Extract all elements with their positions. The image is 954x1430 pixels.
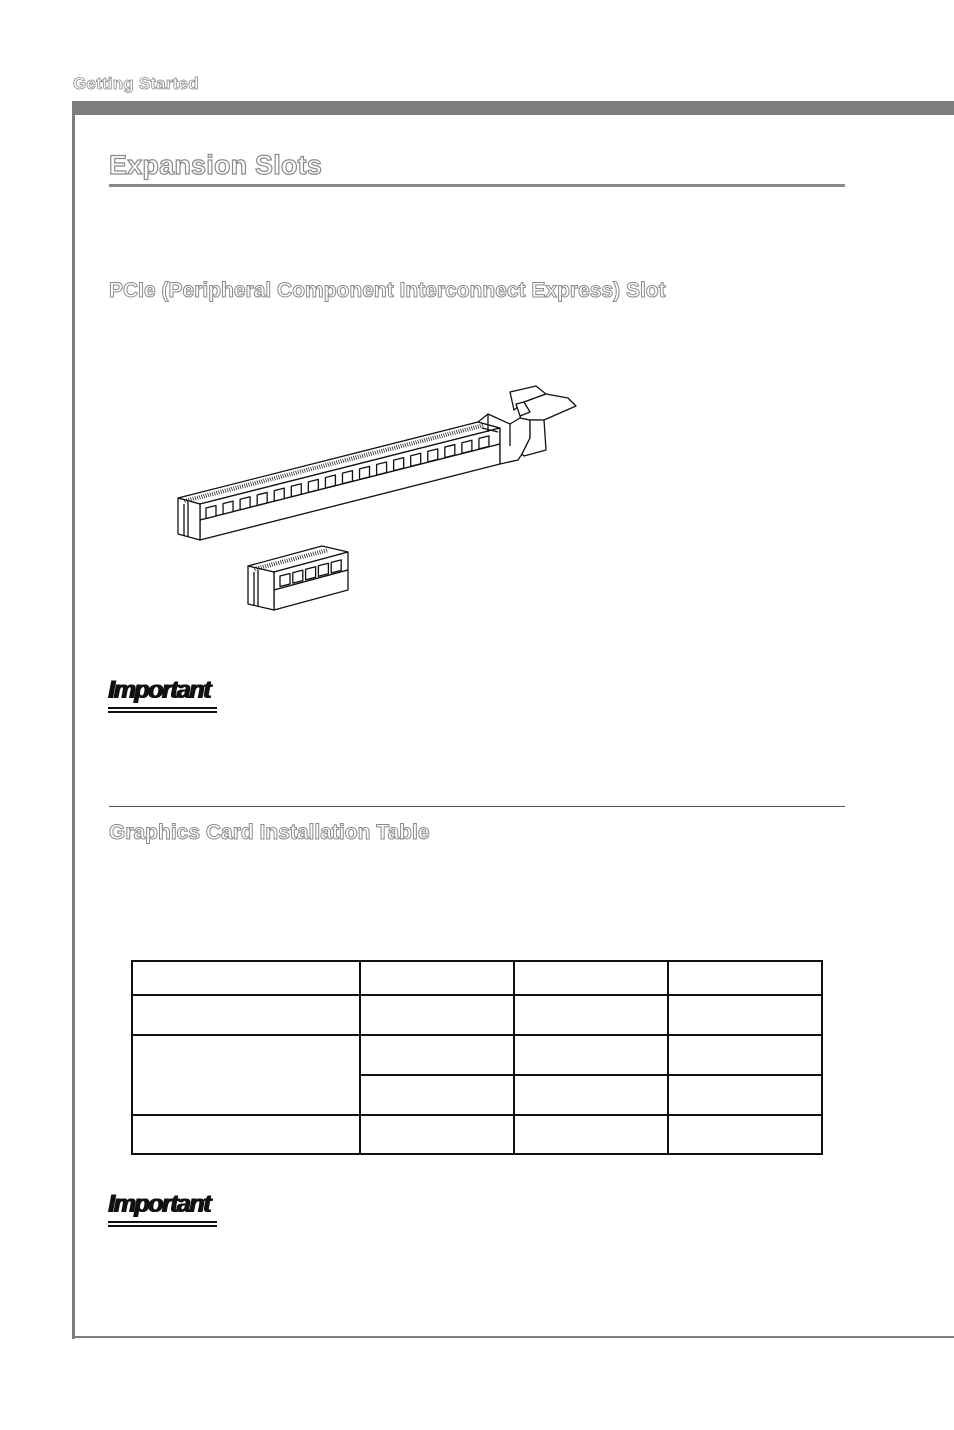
important-underline [108,707,217,713]
table-column-divider [513,962,515,1153]
table-row-divider [133,1114,821,1116]
header-section-label: Getting Started [73,74,199,93]
graphics-table-heading: Graphics Card Installation Table [109,821,430,844]
important-label: Important [108,676,210,704]
graphics-card-installation-table [131,960,823,1155]
pcie-x1-slot-icon [248,546,348,610]
table-row-divider [133,1034,821,1036]
page-bottom-rule [72,1336,954,1338]
table-row-divider [133,994,821,996]
pcie-heading: PCIe (Peripheral Component Interconnect Express) Slot [109,279,666,302]
header-bar [73,101,954,115]
table-column-divider [667,962,669,1153]
page-left-rule [72,101,75,1339]
pcie-slot-illustration [170,380,590,615]
page-title: Expansion Slots [109,150,323,180]
page-title-underline [109,184,845,187]
pcie-x16-slot-icon [178,386,576,540]
table-column-divider [359,962,361,1153]
table-row-divider [359,1074,821,1076]
section-divider [109,806,845,807]
important-label: Important [108,1190,210,1218]
important-underline [108,1221,217,1227]
